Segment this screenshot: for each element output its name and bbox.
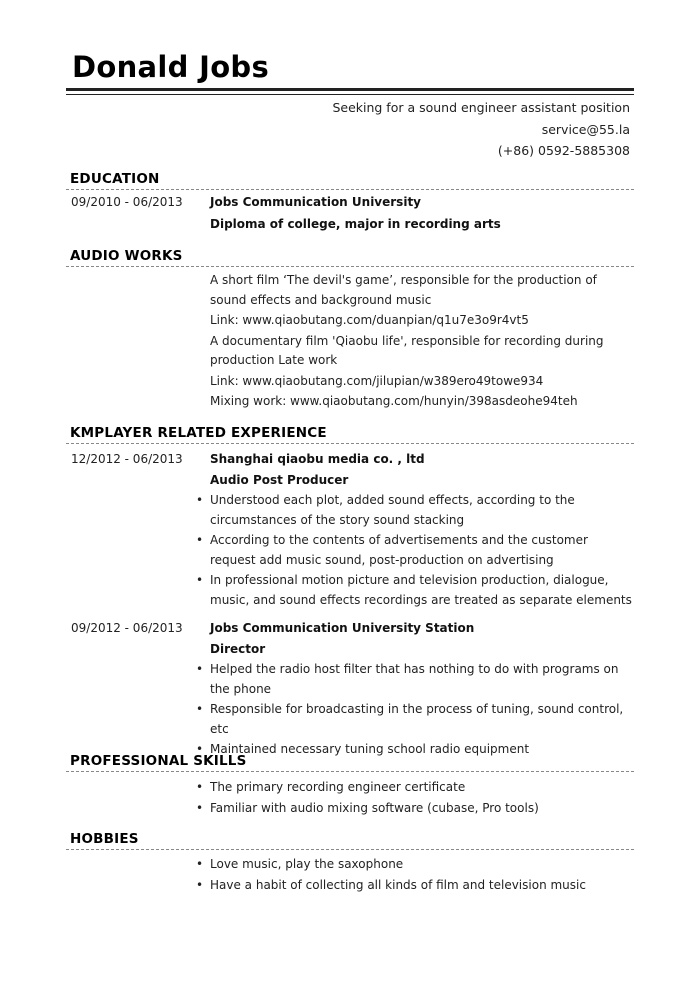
bullet-item: • Familiar with audio mixing software (cubase, Pro tools) [196, 799, 636, 819]
section-divider [66, 266, 634, 267]
education-school: Jobs Communication University [210, 195, 421, 209]
audio-work-link: Link: www.qiaobutang.com/duanpian/q1u7e3o9r4vt5 [210, 313, 529, 327]
section-title-audio-works: AUDIO WORKS [70, 248, 183, 264]
job-bullets [196, 660, 636, 760]
section-divider [66, 771, 634, 772]
audio-works-list [196, 271, 636, 413]
job-role: Director [210, 641, 266, 656]
bullet-item: • The primary recording engineer certificate [196, 778, 636, 798]
bullet-item: • According to the contents of advertisements and the customer request add music sound, post-production on advertising [196, 531, 636, 570]
bullet-item: • Understood each plot, added sound effects, according to the circumstances of the story sound stacking [196, 491, 636, 530]
education-degree: Diploma of college, major in recording arts [210, 217, 501, 231]
header-rule-thin [66, 94, 634, 95]
job-date: 12/2012 - 06/2013 [71, 452, 183, 466]
section-divider [66, 849, 634, 850]
section-title-skills: PROFESSIONAL SKILLS [70, 753, 247, 769]
bullet-item: • Have a habit of collecting all kinds of film and television music [196, 876, 636, 896]
candidate-name: Donald Jobs [72, 50, 270, 84]
job-company: Jobs Communication University Station [210, 621, 475, 635]
bullet-item: • Maintained necessary tuning school radio equipment [196, 740, 636, 760]
section-title-education: EDUCATION [70, 171, 160, 187]
job-date: 09/2012 - 06/2013 [71, 621, 183, 635]
audio-work-link: Link: www.qiaobutang.com/jilupian/w389ero49towe934 [210, 373, 544, 388]
bullet-item: • Responsible for broadcasting in the process of tuning, sound control, etc [196, 700, 636, 739]
objective-text: Seeking for a sound engineer assistant position [332, 100, 630, 115]
job-entry [196, 619, 636, 761]
audio-work-line: A short film ‘The devil's game’, responsible for the production of sound effects and background music [210, 273, 597, 307]
job-entry [196, 450, 636, 611]
audio-work-link: Mixing work: www.qiaobutang.com/hunyin/398asdeohe94teh [210, 394, 578, 408]
section-title-experience: KMPLAYER RELATED EXPERIENCE [70, 425, 327, 441]
skills-list [196, 778, 636, 819]
bullet-item: • Helped the radio host filter that has nothing to do with programs on the phone [196, 660, 636, 699]
section-title-hobbies: HOBBIES [70, 831, 139, 847]
job-bullets [196, 491, 636, 610]
audio-work-line: A documentary film 'Qiaobu life', responsible for recording during production Late work [210, 333, 604, 367]
bullet-item: • In professional motion picture and television production, dialogue, music, and sound effects recordings are treated as separate elements [196, 571, 636, 610]
bullet-item: • Love music, play the saxophone [196, 855, 636, 875]
section-divider [66, 443, 634, 444]
phone-text: (+86) 0592-5885308 [497, 143, 630, 158]
email-text: service@55.la [541, 122, 630, 137]
section-divider [66, 189, 634, 190]
education-date: 09/2010 - 06/2013 [71, 195, 183, 209]
job-company: Shanghai qiaobu media co. , ltd [210, 452, 425, 466]
hobbies-list [196, 855, 636, 896]
job-role: Audio Post Producer [210, 472, 349, 487]
header-rule-thick [66, 88, 634, 91]
